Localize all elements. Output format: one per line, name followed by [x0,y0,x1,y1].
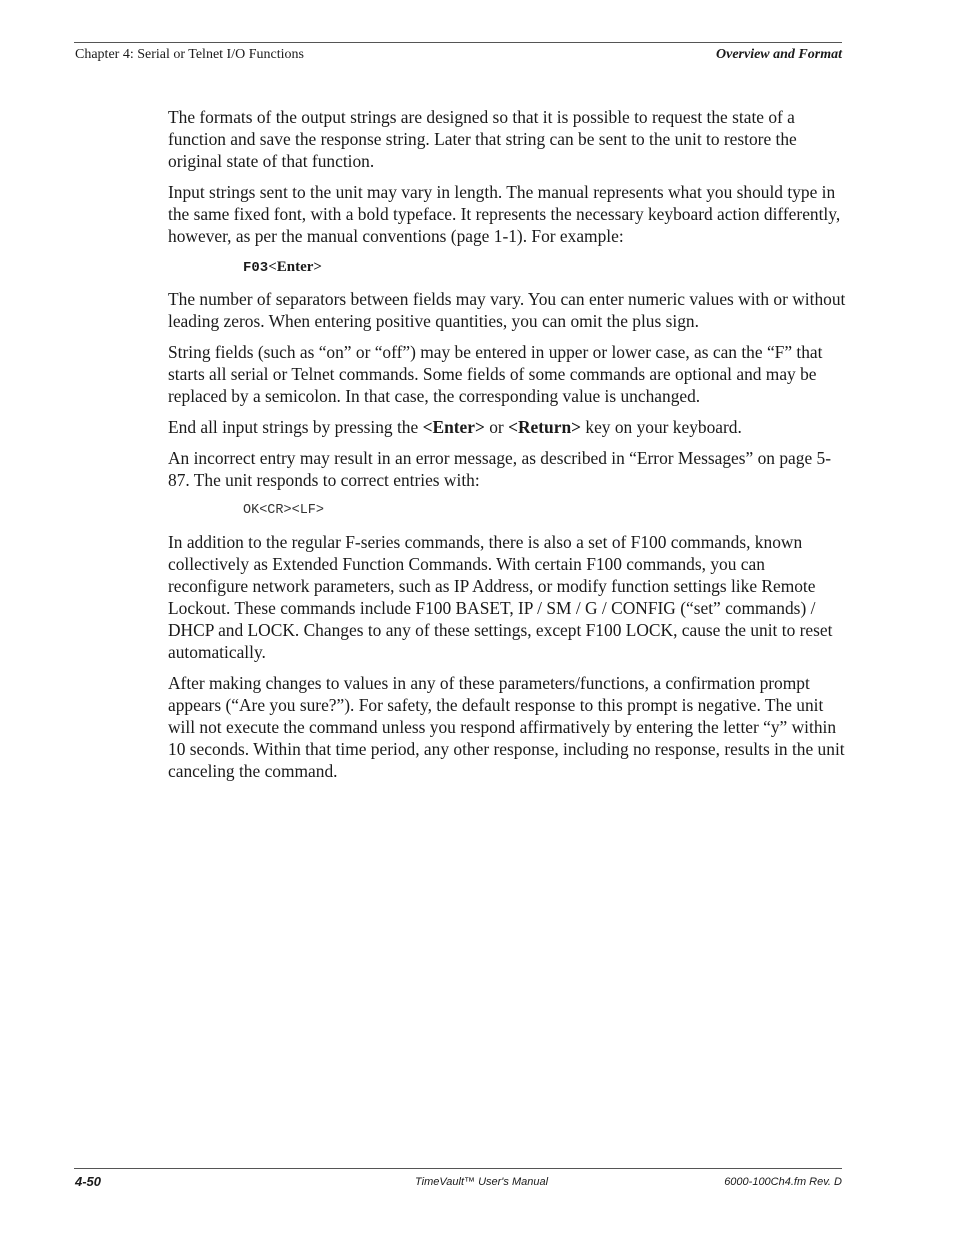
paragraph-string-fields: String fields (such as “on” or “off”) may be entered in upper or lower case, as can the “F” that starts all serial or Telnet commands. Some fields of some commands are optional and may be replaced by a semicolon. In that case, the corresponding value is unchanged. [168,342,823,406]
paragraph-separators: The number of separators between fields may vary. You can enter numeric values with or without leading zeros. When entering positive quantities, you can omit the plus sign. [168,289,846,331]
footer-manual-title: TimeVault™ User's Manual [415,1176,549,1188]
paragraph-confirmation: After making changes to values in any of these parameters/functions, a confirmation prompt appears (“Are you sure?”). For safety, the default response to this prompt is negative. The unit will not execute the command unless you respond affirmatively by entering the letter “y” within 10 seconds. Within that time period, any other response, including no response, results in the unit canceling the command. [168,673,845,781]
page-body [168,106,848,791]
header-rule [74,42,842,43]
footer-rule [74,1168,842,1169]
enter-key-label: <Enter> [422,417,485,437]
paragraph-incorrect-entry: An incorrect entry may result in an error message, as described in “Error Messages” on page 5-87. The unit responds to correct entries with: [168,448,832,490]
code-example-f03 [243,256,848,279]
paragraph-input-strings: Input strings sent to the unit may vary in length. The manual represents what you should type in the same fixed font, with a bold typeface. It represents the necessary keyboard action differently, however, as per the manual conventions (page 1-1). For example: [168,182,841,246]
code-example-ok: OK<CR><LF> [243,503,325,518]
footer-page-number: 4-50 [75,1174,102,1189]
header-section: Overview and Format [716,47,842,62]
footer-file-rev: 6000-100Ch4.fm Rev. D [724,1176,842,1188]
header-chapter: Chapter 4: Serial or Telnet I/O Functions [75,47,304,62]
paragraph-extended-commands: In addition to the regular F-series commands, there is also a set of F100 commands, known collectively as Extended Function Commands. With certain F100 commands, you can reconfigure network parameters, such as IP Address, or modify function settings like Remote Lockout. These commands include F100 BASET, IP / SM / G / CONFIG (“set” commands) / DHCP and LOCK. Changes to any of these settings, except F100 LOCK, cause the unit to reset automatically. [168,532,833,662]
paragraph-output-formats: The formats of the output strings are designed so that it is possible to request the state of a function and save the response string. Later that string can be sent to the unit to restore the original state of that function. [168,107,797,171]
paragraph-end-input [168,416,848,438]
code-key: <Enter> [268,259,322,275]
return-key-label: <Return> [508,417,582,437]
end-input-mid: or [484,417,509,437]
code-command: F03 [243,260,269,276]
end-input-pre: End all input strings by pressing the [168,417,423,437]
end-input-post: key on your keyboard. [581,417,742,437]
